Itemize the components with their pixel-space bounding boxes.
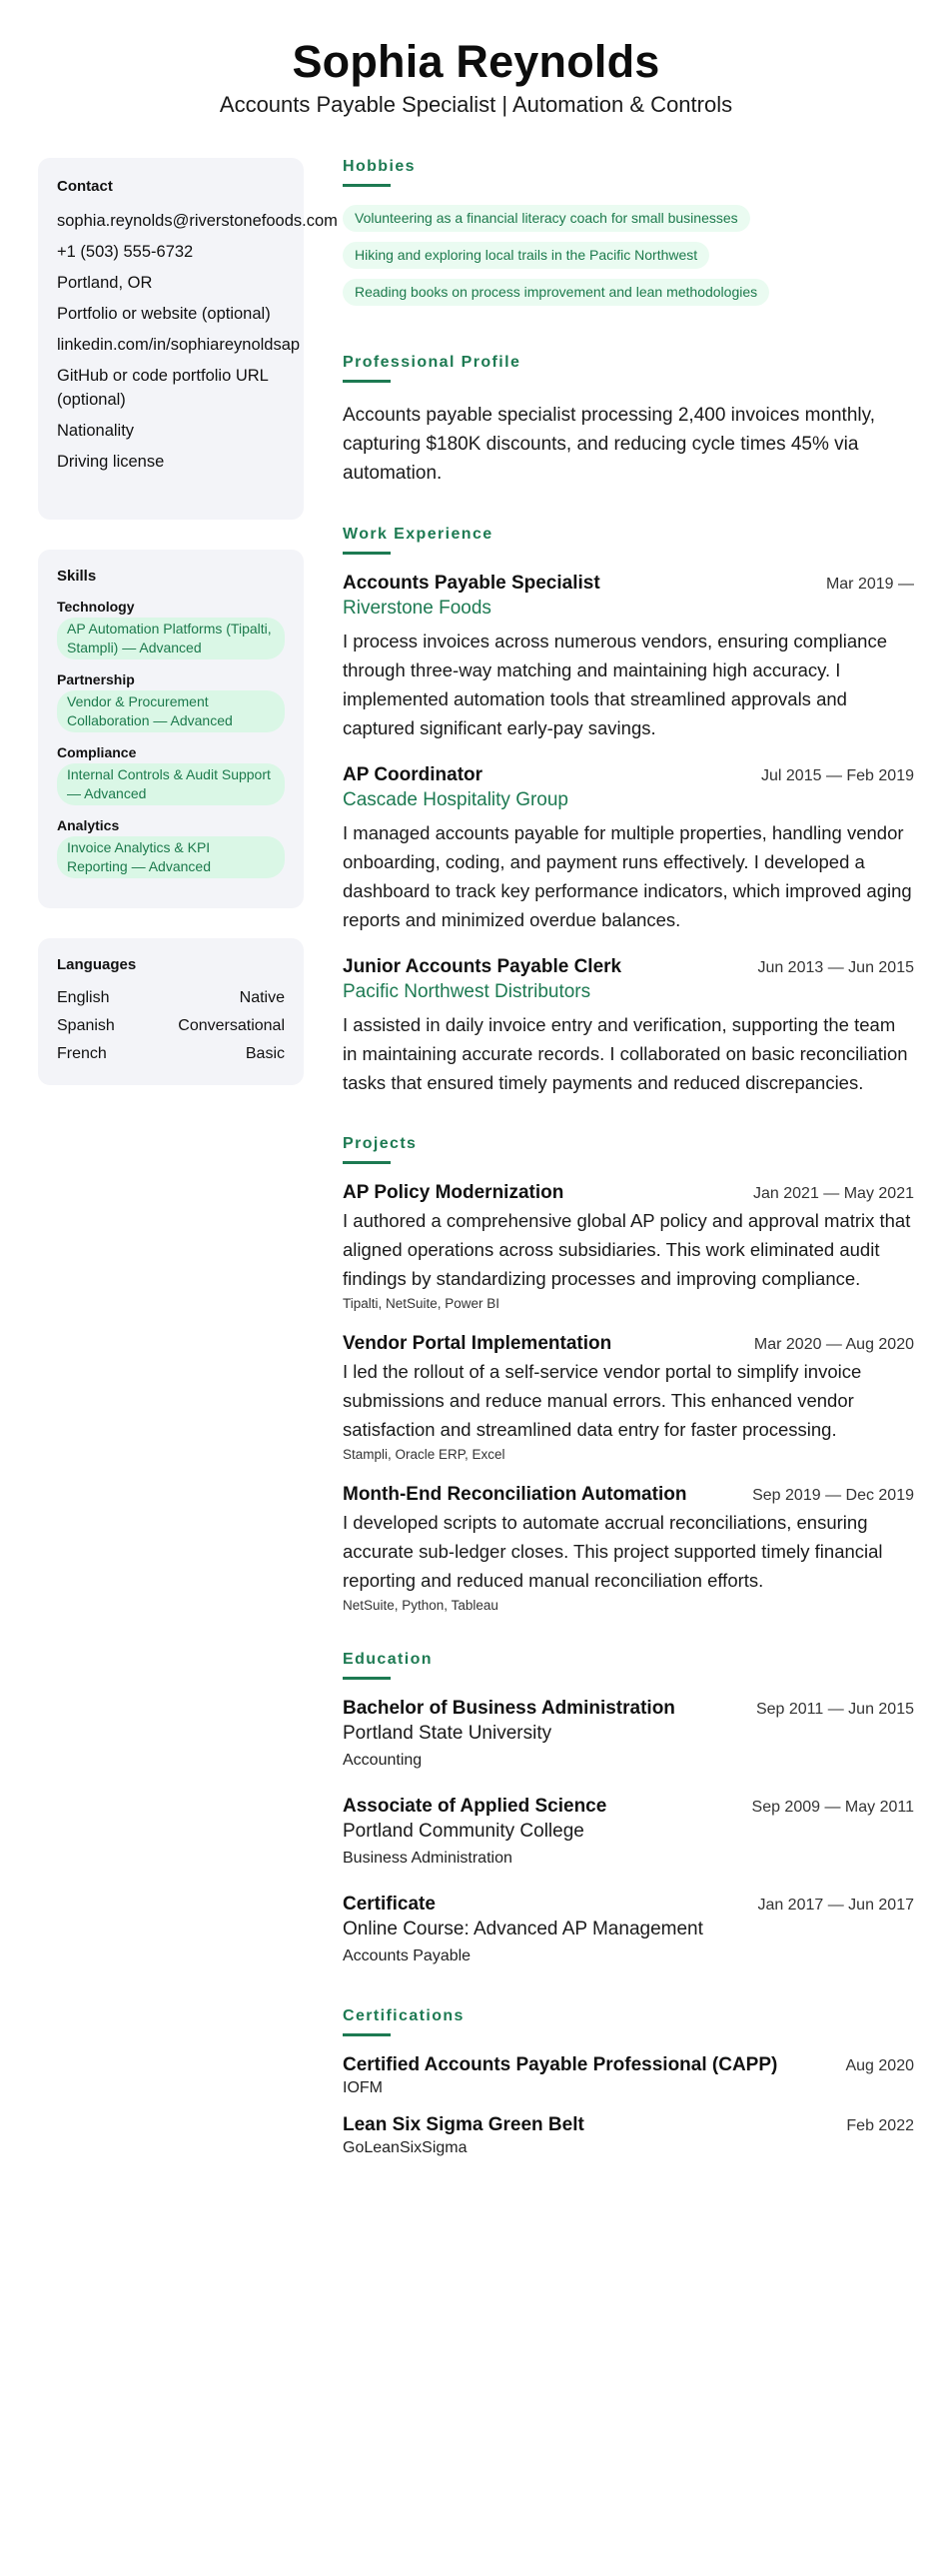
job-role: Junior Accounts Payable Clerk xyxy=(343,956,622,977)
language-row xyxy=(57,1015,285,1037)
skill-group xyxy=(57,817,285,878)
certification-name: Lean Six Sigma Green Belt xyxy=(343,2114,584,2135)
projects-heading: Projects xyxy=(343,1135,418,1152)
job-role: Accounts Payable Specialist xyxy=(343,573,600,594)
contact-email[interactable]: sophia.reynolds@riverstonefoods.com xyxy=(57,212,338,230)
skill-pill: Internal Controls & Audit Support — Advanced xyxy=(57,763,285,805)
certification-name: Certified Accounts Payable Professional (CAPP) xyxy=(343,2054,778,2075)
hobby-pill: Hiking and exploring local trails in the Pacific Northwest xyxy=(343,242,709,269)
experience-entry xyxy=(343,956,914,1097)
experience-entry xyxy=(343,573,914,742)
degree-name: Associate of Applied Science xyxy=(343,1796,607,1817)
project-date: Jan 2021 — May 2021 xyxy=(753,1185,914,1202)
languages-card xyxy=(38,938,304,1085)
job-date: Jun 2013 — Jun 2015 xyxy=(757,959,914,976)
candidate-title: Accounts Payable Specialist | Automation & Controls xyxy=(219,92,733,117)
contact-phone[interactable]: +1 (503) 555-6732 xyxy=(57,243,194,261)
job-company: Cascade Hospitality Group xyxy=(343,789,568,810)
language-level: Basic xyxy=(245,1045,285,1062)
section-divider xyxy=(343,2033,391,2036)
skill-category: Partnership xyxy=(57,671,135,687)
section-divider xyxy=(343,552,391,555)
language-row xyxy=(57,1043,285,1065)
education-date: Sep 2009 — May 2011 xyxy=(751,1799,914,1816)
job-description: I assisted in daily invoice entry and verification, supporting the team in maintaining accurate records. I collaborated on basic reconciliation tasks that ensured timely payments and reduced discrepancies. xyxy=(343,1014,908,1093)
education-heading: Education xyxy=(343,1651,433,1668)
education-section xyxy=(343,1651,914,1969)
certifications-heading: Certifications xyxy=(343,2007,465,2024)
field-of-study: Business Administration xyxy=(343,1850,512,1867)
field-of-study: Accounts Payable xyxy=(343,1947,472,1964)
skills-card xyxy=(38,550,304,908)
contact-portfolio[interactable]: Portfolio or website (optional) xyxy=(57,305,271,323)
institution-name: Portland Community College xyxy=(343,1821,584,1842)
skill-category: Analytics xyxy=(57,817,120,833)
skill-pill: Invoice Analytics & KPI Reporting — Advanced xyxy=(57,836,285,878)
languages-heading: Languages xyxy=(57,956,137,973)
skill-group xyxy=(57,744,285,805)
skills-heading: Skills xyxy=(57,568,97,585)
section-divider xyxy=(343,184,391,187)
contact-nationality: Nationality xyxy=(57,422,135,440)
project-date: Mar 2020 — Aug 2020 xyxy=(753,1336,914,1353)
project-description: I led the rollout of a self-service vendor portal to simplify invoice submissions and reduce manual errors. This enhanced vendor satisfaction and streamlined data entry for faster processing. xyxy=(343,1361,862,1440)
hobby-pill: Volunteering as a financial literacy coach for small businesses xyxy=(343,205,750,232)
hobbies-heading: Hobbies xyxy=(343,158,416,175)
certification-issuer: IOFM xyxy=(343,2079,383,2096)
language-row xyxy=(57,987,285,1009)
certifications-section xyxy=(343,2007,914,2160)
hobbies-section xyxy=(343,158,914,316)
project-entry xyxy=(343,1182,914,1311)
institution-name: Portland State University xyxy=(343,1723,552,1744)
job-company: Pacific Northwest Distributors xyxy=(343,981,591,1002)
experience-heading: Work Experience xyxy=(343,526,493,543)
contact-github[interactable]: GitHub or code portfolio URL (optional) xyxy=(57,367,269,409)
education-date: Jan 2017 — Jun 2017 xyxy=(757,1897,914,1914)
section-divider xyxy=(343,1677,391,1680)
experience-entry xyxy=(343,764,914,934)
certification-entry xyxy=(343,2054,914,2100)
certification-date: Aug 2020 xyxy=(845,2057,914,2074)
project-name: AP Policy Modernization xyxy=(343,1182,564,1203)
project-name: Month-End Reconciliation Automation xyxy=(343,1484,687,1505)
education-entry xyxy=(343,1698,914,1774)
project-entry xyxy=(343,1484,914,1613)
education-entry xyxy=(343,1796,914,1872)
project-name: Vendor Portal Implementation xyxy=(343,1333,612,1354)
project-description: I authored a comprehensive global AP policy and approval matrix that aligned operations across subsidiaries. This work eliminated audit findings by standardizing processes and improving compliance. xyxy=(343,1210,911,1289)
resume-header xyxy=(0,36,952,120)
project-tech: Stampli, Oracle ERP, Excel xyxy=(343,1447,505,1462)
language-level: Native xyxy=(239,989,285,1006)
skill-category: Technology xyxy=(57,599,135,615)
institution-name: Online Course: Advanced AP Management xyxy=(343,1919,703,1939)
contact-driving-license: Driving license xyxy=(57,453,165,471)
experience-section xyxy=(343,526,914,1097)
skill-pill: AP Automation Platforms (Tipalti, Stampli) — Advanced xyxy=(57,618,285,659)
education-date: Sep 2011 — Jun 2015 xyxy=(755,1701,914,1718)
field-of-study: Accounting xyxy=(343,1752,423,1769)
contact-linkedin[interactable]: linkedin.com/in/sophiareynoldsap xyxy=(57,336,301,354)
education-entry xyxy=(343,1894,914,1969)
language-name: English xyxy=(57,989,110,1006)
certification-entry xyxy=(343,2114,914,2160)
certification-date: Feb 2022 xyxy=(846,2117,914,2134)
degree-name: Certificate xyxy=(343,1894,436,1915)
contact-card xyxy=(38,158,338,520)
skill-group xyxy=(57,671,285,732)
section-divider xyxy=(343,380,391,383)
language-name: French xyxy=(57,1045,107,1062)
candidate-name: Sophia Reynolds xyxy=(292,36,660,87)
skill-group xyxy=(57,599,285,659)
main-content xyxy=(343,158,914,2198)
profile-text: Accounts payable specialist processing 2,400 invoices monthly, capturing $180K discounts, and reducing cycle times 45% via automation. xyxy=(343,405,875,484)
sidebar xyxy=(38,158,338,1085)
language-name: Spanish xyxy=(57,1017,115,1034)
language-level: Conversational xyxy=(178,1017,285,1034)
job-company: Riverstone Foods xyxy=(343,598,491,619)
section-divider xyxy=(343,1161,391,1164)
project-date: Sep 2019 — Dec 2019 xyxy=(752,1487,914,1504)
project-tech: NetSuite, Python, Tableau xyxy=(343,1598,498,1613)
skill-pill: Vendor & Procurement Collaboration — Advanced xyxy=(57,690,285,732)
job-description: I process invoices across numerous vendors, ensuring compliance through three-way matching and maintaining high accuracy. I implemented automation tools that streamlined approvals and captured significant early-pay savings. xyxy=(343,631,887,738)
profile-section xyxy=(343,354,914,488)
project-description: I developed scripts to automate accrual reconciliations, ensuring accurate sub-ledger closes. This project supported timely financial reporting and reduced manual reconciliation efforts. xyxy=(343,1512,883,1591)
job-date: Mar 2019 — xyxy=(825,576,914,593)
job-description: I managed accounts payable for multiple properties, handling vendor onboarding, coding, and payment runs effectively. I developed a dashboard to track key performance indicators, which improved aging reports and minimized overdue balances. xyxy=(343,822,912,930)
job-date: Jul 2015 — Feb 2019 xyxy=(761,767,914,784)
project-tech: Tipalti, NetSuite, Power BI xyxy=(343,1296,500,1311)
contact-heading: Contact xyxy=(57,178,113,195)
degree-name: Bachelor of Business Administration xyxy=(343,1698,675,1719)
profile-heading: Professional Profile xyxy=(343,354,521,371)
job-role: AP Coordinator xyxy=(343,764,483,785)
certification-issuer: GoLeanSixSigma xyxy=(343,2139,468,2156)
project-entry xyxy=(343,1333,914,1462)
contact-location: Portland, OR xyxy=(57,274,153,292)
hobby-pill: Reading books on process improvement and lean methodologies xyxy=(343,279,769,306)
projects-section xyxy=(343,1135,914,1613)
skill-category: Compliance xyxy=(57,744,137,760)
